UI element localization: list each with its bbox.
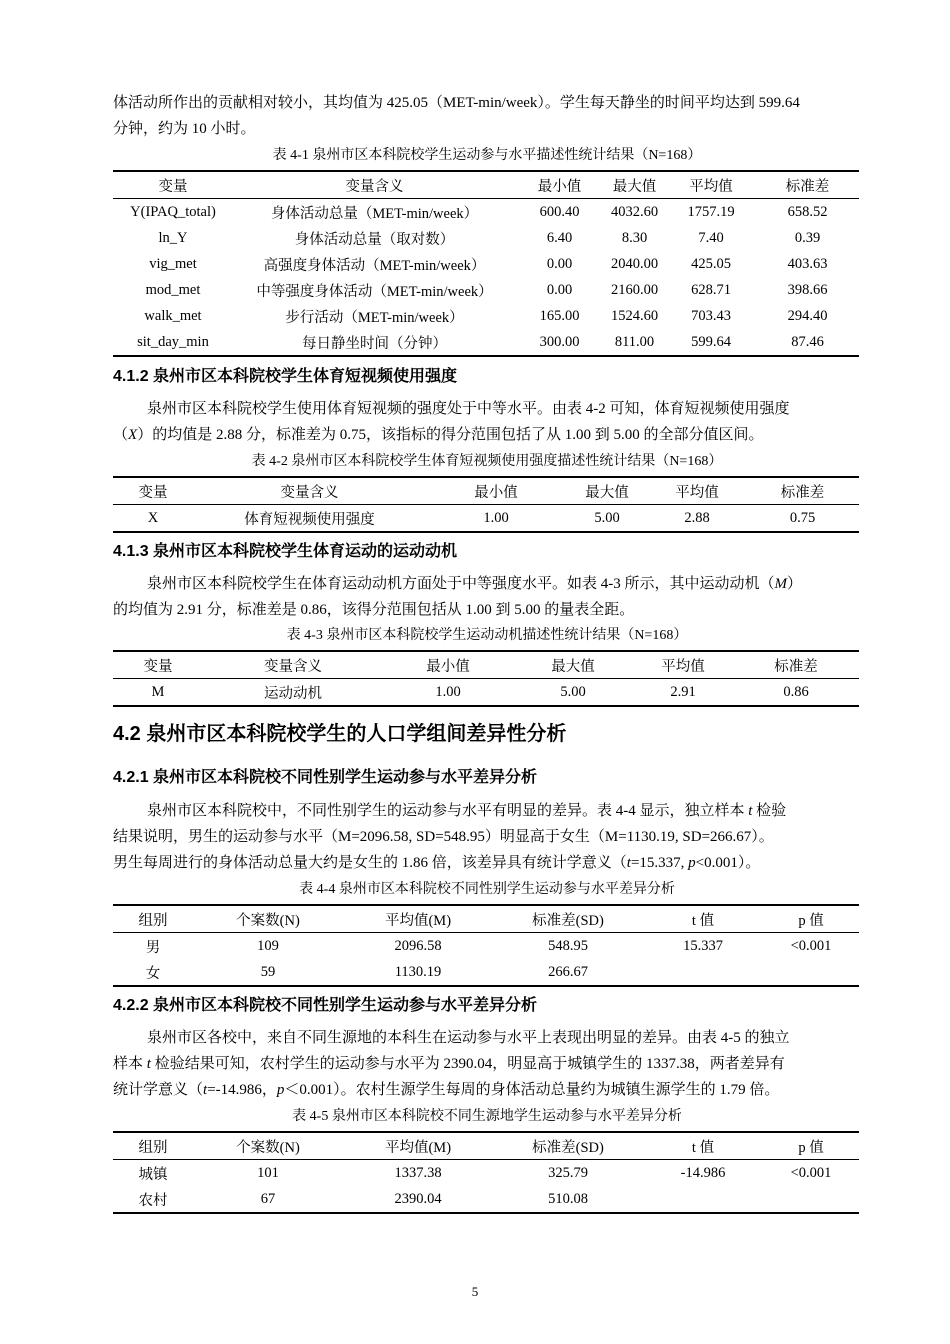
table-row <box>113 679 859 707</box>
table-row <box>113 277 859 303</box>
section-4-1-3-paragraph <box>113 571 861 623</box>
section-4-1-2-paragraph <box>113 396 861 448</box>
paragraph-line: 的均值为 2.91 分，标准差是 0.86，该得分范围包括从 1.00 到 5.00 的量表全距。 <box>113 602 635 618</box>
table-row <box>113 303 859 329</box>
table-cell: vig_met <box>149 255 197 272</box>
table-cell: 体育短视频使用强度 <box>193 505 426 533</box>
text-fragment: 样本 <box>113 1056 147 1072</box>
table-cell: 步行活动（MET-min/week） <box>285 309 464 326</box>
table-4-4 <box>113 904 859 987</box>
table-cell: 2160.00 <box>610 281 659 298</box>
header-cell: t 值 <box>643 1132 763 1160</box>
header-cell: 组别 <box>113 1132 193 1160</box>
section-heading-4-2-1: 4.2.1 泉州市区本科院校不同性别学生运动参与水平差异分析 <box>113 769 538 786</box>
text-fragment: =15.337, <box>630 855 689 871</box>
variable-symbol: t <box>626 855 631 871</box>
table-cell: 0.00 <box>546 255 573 272</box>
table-cell: mod_met <box>145 281 201 298</box>
table-cell: 266.67 <box>493 959 643 986</box>
text-fragment: 统计学意义（ <box>113 1082 204 1098</box>
header-cell: 最大值 <box>513 651 633 679</box>
table-4-2-caption: 表 4-2 泉州市区本科院校学生体育短视频使用强度描述性统计结果（N=168） <box>251 454 723 469</box>
header-cell: t 值 <box>643 905 763 933</box>
table-cell: 8.30 <box>621 229 648 246</box>
section-heading-4-2: 4.2 泉州市区本科院校学生的人口学组间差异性分析 <box>113 723 567 745</box>
table-cell: 2096.58 <box>394 937 442 954</box>
text-fragment: ） <box>787 576 803 592</box>
table-cell: 599.64 <box>666 329 756 356</box>
header-cell: p 值 <box>763 1132 859 1160</box>
text-fragment: 泉州市区本科院校学生在体育运动动机方面处于中等强度水平。如表 4-3 所示，其中运动动机（ <box>147 576 775 592</box>
table-row <box>113 199 859 226</box>
section-heading-4-1-3: 4.1.3 泉州市区本科院校学生体育运动的运动动机 <box>113 543 458 560</box>
table-cell: 7.40 <box>698 229 724 246</box>
table-4-5 <box>113 1131 859 1214</box>
paragraph-line <box>113 1051 861 1077</box>
table-4-3 <box>113 650 859 707</box>
table-cell: 703.43 <box>691 307 731 324</box>
table-cell <box>763 1186 859 1213</box>
table-header-row <box>113 1132 859 1160</box>
table-cell: 2390.04 <box>343 1186 493 1213</box>
table-row <box>113 1186 859 1213</box>
header-cell: 个案数(N) <box>193 1132 343 1160</box>
paragraph-line: 泉州市区各校中，来自不同生源地的本科生在运动参与水平上表现出明显的差异。由表 4-5 的独立 <box>147 1030 790 1046</box>
table-row <box>113 251 859 277</box>
table-cell: ln_Y <box>158 229 188 246</box>
variable-symbol: p <box>688 855 696 871</box>
table-cell: 中等强度身体活动（MET-min/week） <box>256 283 493 300</box>
table-cell: 1757.19 <box>687 203 735 220</box>
header-cell: 标准差 <box>733 651 859 679</box>
table-header-row <box>113 171 859 199</box>
text-fragment: 检验结果可知，农村学生的运动参与水平为 2390.04，明显高于城镇学生的 1337.38，两者差异有 <box>150 1056 785 1072</box>
variable-symbol: p <box>276 1082 285 1098</box>
table-4-3-caption: 表 4-3 泉州市区本科院校学生运动动机描述性统计结果（N=168） <box>286 628 688 643</box>
table-cell: <0.001 <box>790 1164 832 1181</box>
table-cell: 2.91 <box>633 679 733 707</box>
paragraph-line <box>113 798 861 824</box>
table-cell: 5.00 <box>566 505 648 533</box>
text-fragment: =-14.986， <box>207 1082 277 1098</box>
table-cell: walk_met <box>144 307 202 324</box>
table-cell: 每日静坐时间（分钟） <box>233 329 516 356</box>
paragraph-line <box>113 1077 861 1103</box>
header-cell: 变量含义 <box>203 651 383 679</box>
table-cell: 0.39 <box>794 229 821 246</box>
table-cell: -14.986 <box>680 1164 726 1181</box>
variable-symbol: t <box>748 803 753 819</box>
table-cell: 1130.19 <box>343 959 493 986</box>
section-heading-4-2-2: 4.2.2 泉州市区本科院校不同性别学生运动参与水平差异分析 <box>113 997 538 1014</box>
header-cell: 变量含义 <box>233 171 516 199</box>
text-fragment: 男生每周进行的身体活动总量大约是女生的 1.86 倍，该差异具有统计学意义（ <box>113 855 627 871</box>
header-cell: 平均值 <box>666 171 756 199</box>
table-cell: 0.86 <box>733 679 859 707</box>
header-cell: 最小值 <box>426 477 566 505</box>
table-cell: M <box>113 679 203 707</box>
table-cell <box>643 959 763 986</box>
table-cell: 身体活动总量（MET-min/week） <box>270 205 479 222</box>
intro-line-1: 体活动所作出的贡献相对较小，其均值为 425.05（MET-min/week）。学生每天静坐的时间平均达到 599.64 <box>113 95 800 111</box>
table-cell: 城镇 <box>138 1166 168 1183</box>
header-cell: 标准差(SD) <box>493 1132 643 1160</box>
table-cell: 男 <box>145 939 161 956</box>
variable-symbol: M <box>774 576 787 592</box>
paragraph-line <box>113 571 861 597</box>
table-4-4-caption: 表 4-4 泉州市区本科院校不同性别学生运动参与水平差异分析 <box>299 882 675 897</box>
table-cell: 5.00 <box>513 679 633 707</box>
table-cell: 4032.60 <box>610 203 659 220</box>
text-fragment: ）的均值是 2.88 分，标准差为 0.75，该指标的得分范围包括了从 1.00 到 5.00 的全部分值区间。 <box>137 427 764 443</box>
header-cell: 标准差(SD) <box>493 905 643 933</box>
variable-symbol: t <box>146 1056 151 1072</box>
table-cell: 2.88 <box>648 505 746 533</box>
header-cell: 平均值 <box>648 477 746 505</box>
table-cell: 294.40 <box>787 307 828 324</box>
table-cell: 1524.60 <box>610 307 659 324</box>
table-cell: 1.00 <box>383 679 513 707</box>
table-cell: sit_day_min <box>113 329 233 356</box>
header-cell: 变量 <box>113 171 233 199</box>
table-4-1-caption: 表 4-1 泉州市区本科院校学生运动参与水平描述性统计结果（N=168） <box>272 148 702 163</box>
variable-symbol: t <box>203 1082 208 1098</box>
table-header-row <box>113 477 859 505</box>
header-cell: p 值 <box>763 905 859 933</box>
table-4-1 <box>113 170 859 357</box>
header-cell: 平均值(M) <box>343 905 493 933</box>
header-cell: 最大值 <box>603 171 666 199</box>
table-cell: 1.00 <box>426 505 566 533</box>
header-cell: 组别 <box>113 905 193 933</box>
header-cell: 变量含义 <box>193 477 426 505</box>
table-cell: 628.71 <box>691 281 731 298</box>
table-4-2 <box>113 476 859 533</box>
header-cell: 标准差 <box>756 171 859 199</box>
table-cell: 0.75 <box>746 505 859 533</box>
section-4-2-1-paragraph <box>113 798 861 876</box>
header-cell: 平均值(M) <box>343 1132 493 1160</box>
table-cell: 811.00 <box>603 329 666 356</box>
table-cell: 67 <box>193 1186 343 1213</box>
table-row <box>113 933 859 960</box>
page-number: 5 <box>471 1284 479 1299</box>
table-cell: X <box>113 505 193 533</box>
intro-paragraph <box>113 90 861 142</box>
header-cell: 标准差 <box>746 477 859 505</box>
text-fragment: ＜0.001）。农村生源学生每周的身体活动总量约为城镇生源学生的 1.79 倍。 <box>284 1082 780 1098</box>
table-cell: 运动动机 <box>203 679 383 707</box>
table-cell: 398.66 <box>787 281 828 298</box>
table-cell: 325.79 <box>548 1164 588 1181</box>
variable-symbol: X <box>128 427 138 443</box>
table-cell: 1337.38 <box>394 1164 442 1181</box>
table-cell: 0.00 <box>546 281 573 298</box>
table-cell: 548.95 <box>548 937 588 954</box>
paragraph-line: 结果说明，男生的运动参与水平（M=2096.58, SD=548.95）明显高于女生（M=1130.19, SD=266.67）。 <box>113 829 774 845</box>
header-cell: 平均值 <box>633 651 733 679</box>
table-cell: 59 <box>193 959 343 986</box>
text-fragment: 检验 <box>752 803 787 819</box>
table-cell: 101 <box>257 1164 279 1181</box>
section-4-2-2-paragraph <box>113 1025 861 1103</box>
table-cell: 2040.00 <box>610 255 659 272</box>
text-fragment: <0.001）。 <box>695 855 761 871</box>
table-cell: 身体活动总量（取对数） <box>294 231 455 248</box>
header-cell: 最大值 <box>566 477 648 505</box>
table-cell: 510.08 <box>493 1186 643 1213</box>
header-cell: 最小值 <box>516 171 603 199</box>
table-cell: Y(IPAQ_total) <box>130 203 216 220</box>
table-cell: 600.40 <box>539 203 580 220</box>
table-cell: 87.46 <box>756 329 859 356</box>
table-row <box>113 505 859 533</box>
table-cell <box>763 959 859 986</box>
paragraph-line <box>113 422 861 448</box>
table-cell: 109 <box>257 937 279 954</box>
header-cell: 个案数(N) <box>193 905 343 933</box>
intro-line-2: 分钟，约为 10 小时。 <box>113 121 256 137</box>
table-cell: 农村 <box>113 1186 193 1213</box>
table-4-5-caption: 表 4-5 泉州市区本科院校不同生源地学生运动参与水平差异分析 <box>292 1109 682 1124</box>
table-cell: 403.63 <box>787 255 828 272</box>
header-cell: 变量 <box>113 651 203 679</box>
table-cell: 15.337 <box>683 937 723 954</box>
table-cell: <0.001 <box>790 937 832 954</box>
table-row <box>113 225 859 251</box>
table-header-row <box>113 905 859 933</box>
table-cell <box>643 1186 763 1213</box>
table-cell: 高强度身体活动（MET-min/week） <box>263 257 486 274</box>
table-row <box>113 959 859 986</box>
table-header-row <box>113 651 859 679</box>
header-cell: 变量 <box>113 477 193 505</box>
section-heading-4-1-2: 4.1.2 泉州市区本科院校学生体育短视频使用强度 <box>113 368 458 385</box>
header-cell: 最小值 <box>383 651 513 679</box>
text-fragment: 泉州市区本科院校中，不同性别学生的运动参与水平有明显的差异。表 4-4 显示，独立样本 <box>147 803 749 819</box>
table-cell: 6.40 <box>546 229 573 246</box>
table-cell: 女 <box>113 959 193 986</box>
table-cell: 658.52 <box>787 203 828 220</box>
table-cell: 425.05 <box>691 255 731 272</box>
paragraph-line: 泉州市区本科院校学生使用体育短视频的强度处于中等水平。由表 4-2 可知，体育短视频使用强度 <box>147 401 790 417</box>
text-fragment: （ <box>113 427 129 443</box>
table-cell: 165.00 <box>539 307 580 324</box>
table-cell: 300.00 <box>516 329 603 356</box>
table-row <box>113 329 859 356</box>
table-row <box>113 1160 859 1187</box>
paragraph-line <box>113 850 861 876</box>
